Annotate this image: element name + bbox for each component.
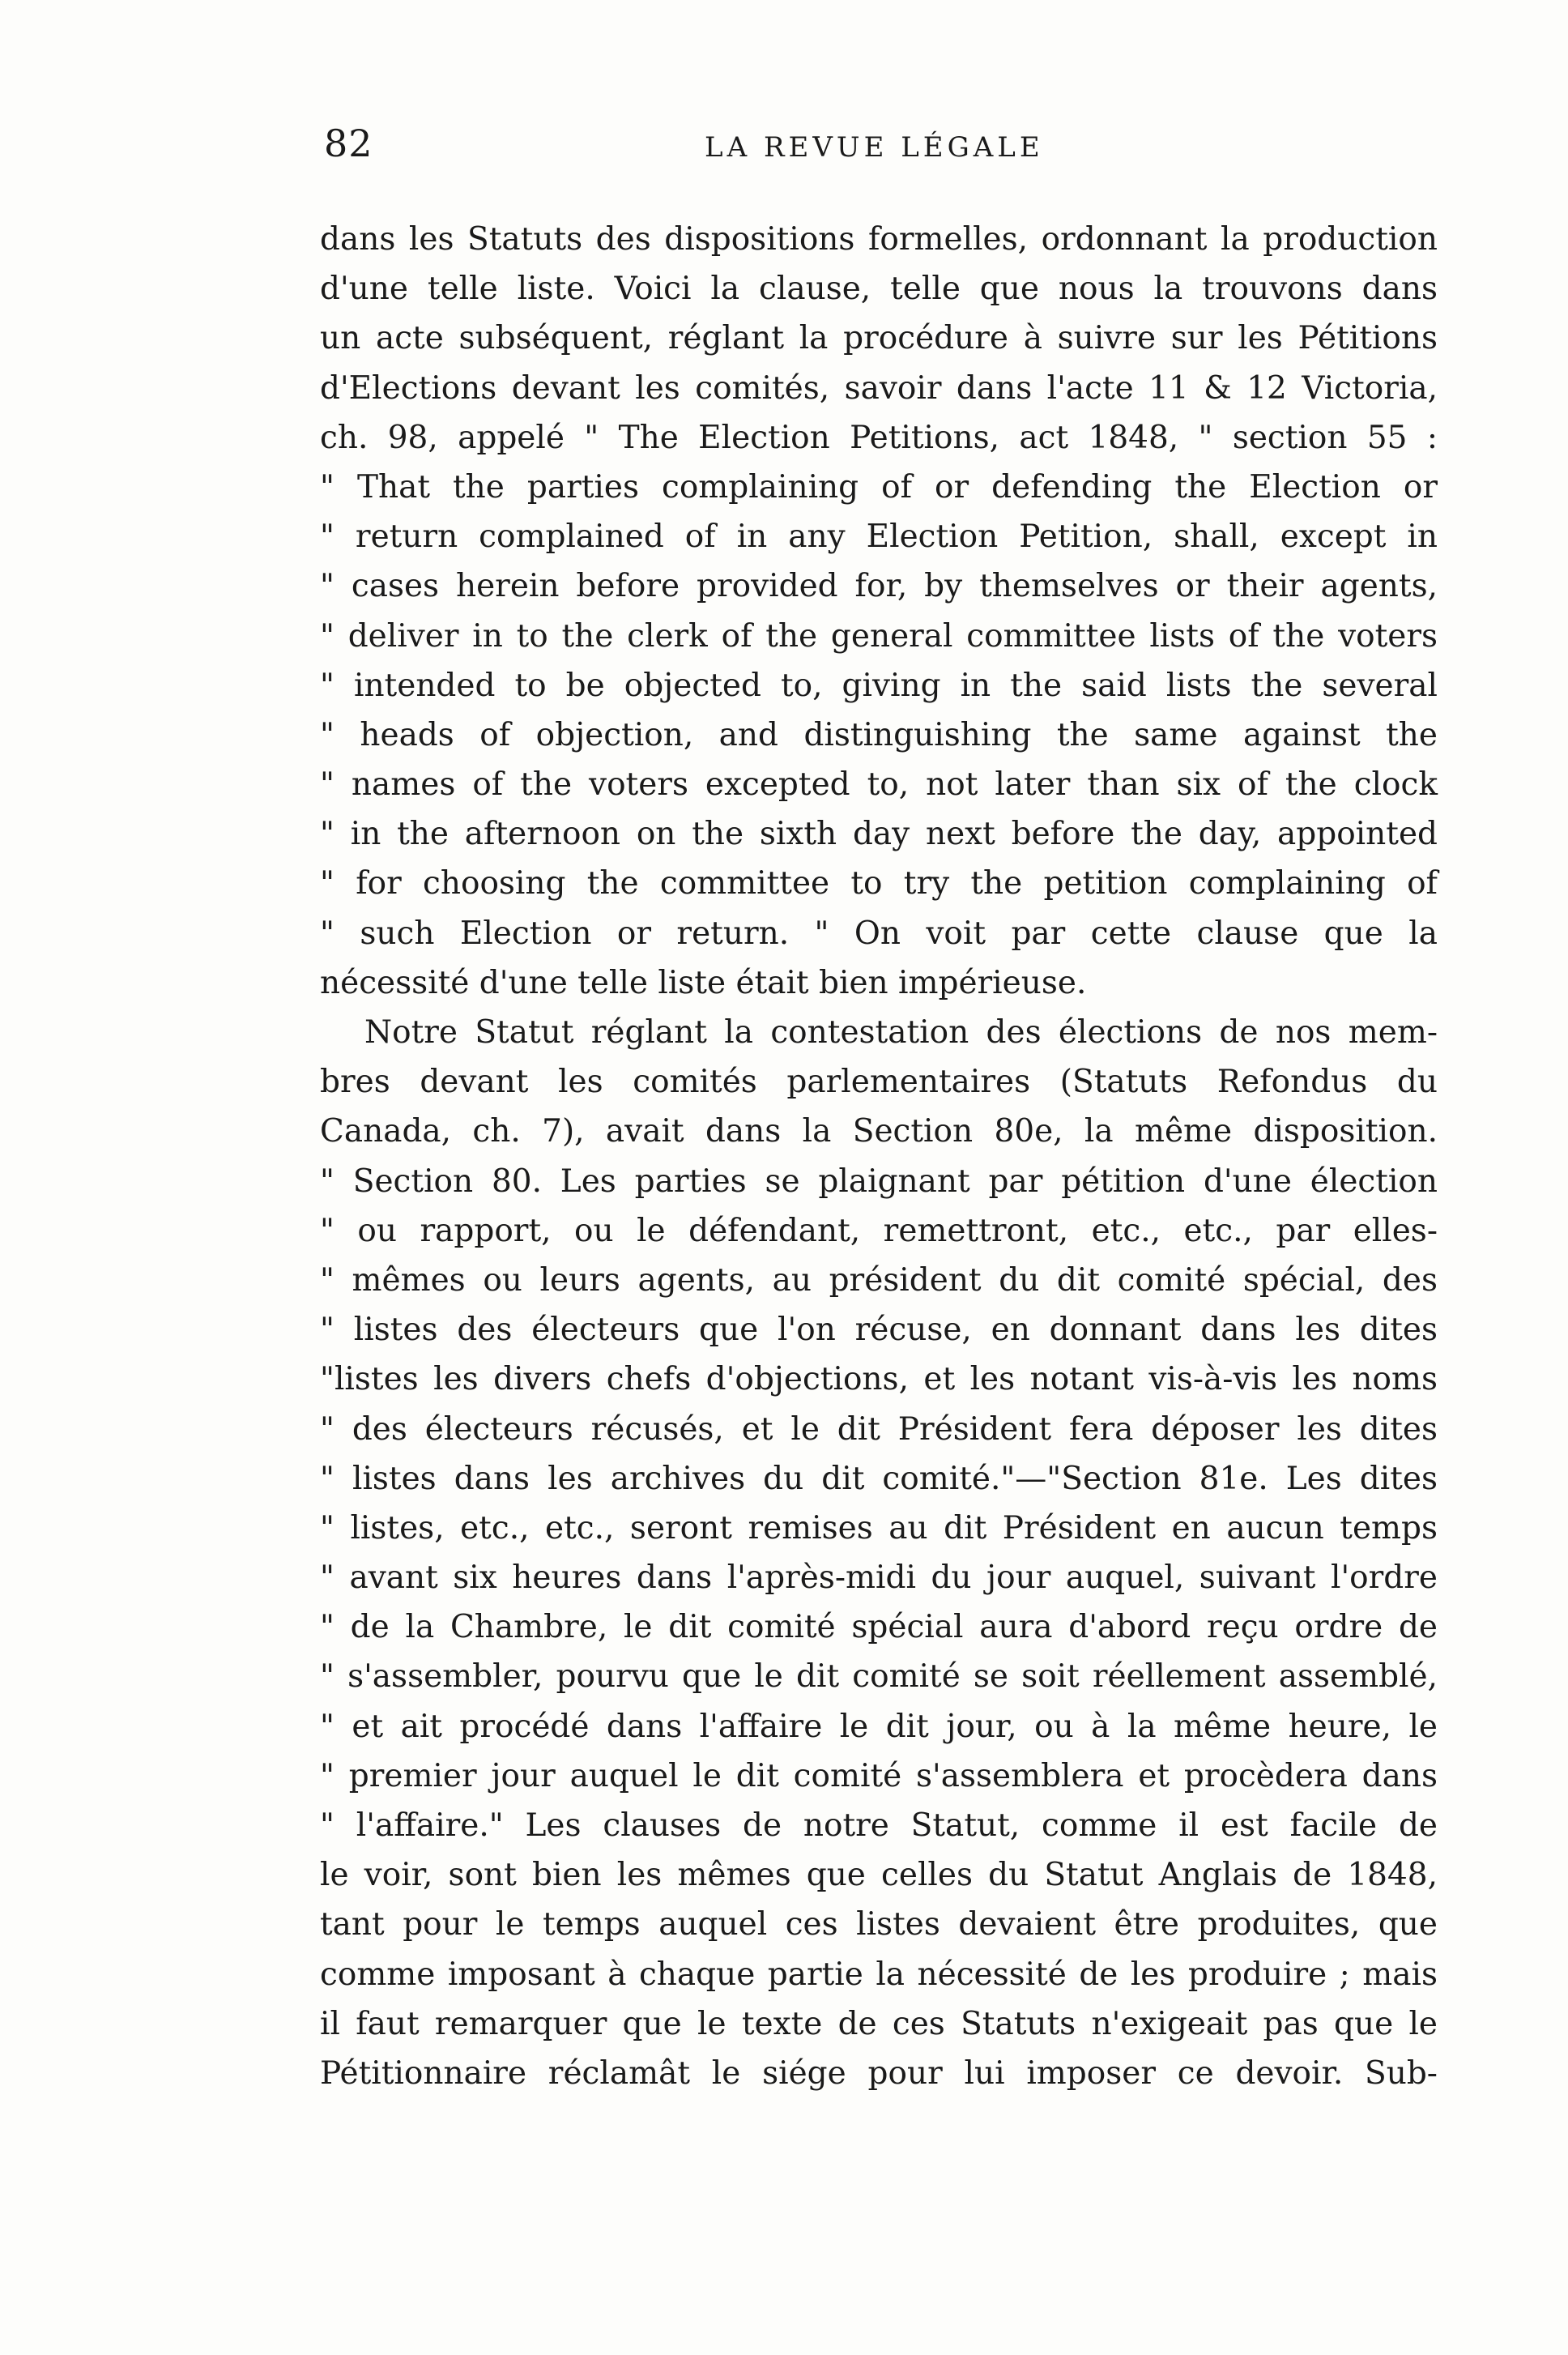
text-line: " heads of objection, and distinguishing the same against the <box>320 716 1438 753</box>
text-line: dans les Statuts des dispositions formelles, ordonnant la production <box>320 221 1438 258</box>
page-number: 82 <box>324 122 373 165</box>
text-line: " de la Chambre, le dit comité spécial aura d'abord reçu ordre de <box>320 1609 1438 1646</box>
text-line: " cases herein before provided for, by themselves or their agents, <box>320 568 1438 605</box>
text-line: " mêmes ou leurs agents, au président du dit comité spécial, des <box>320 1261 1438 1299</box>
text-line: " That the parties complaining of or defending the Election or <box>320 468 1438 506</box>
text-line: comme imposant à chaque partie la nécessité de les produire ; mais <box>320 1956 1438 1993</box>
text-line: " for choosing the committee to try the petition complaining of <box>320 865 1438 902</box>
text-line: bres devant les comités parlementaires (Statuts Refondus du <box>320 1064 1438 1101</box>
text-line: " return complained of in any Election Petition, shall, except in <box>320 518 1438 556</box>
text-line: " ou rapport, ou le défendant, remettront, etc., etc., par elles- <box>320 1212 1438 1249</box>
text-line: ch. 98, appelé " The Election Petitions, act 1848, " section 55 : <box>320 419 1438 456</box>
text-line: " names of the voters excepted to, not later than six of the clock <box>320 766 1438 804</box>
running-title: LA REVUE LÉGALE <box>705 131 1044 164</box>
text-line: Pétitionnaire réclamât le siége pour lui imposer ce devoir. Sub- <box>320 2054 1438 2092</box>
body-text <box>320 215 1438 2098</box>
text-line: tant pour le temps auquel ces listes devaient être produites, que <box>320 1906 1438 1943</box>
text-line: " intended to be objected to, giving in the said lists the several <box>320 667 1438 704</box>
paragraph-start-line: Notre Statut réglant la contestation des élections de nos mem- <box>364 1014 1438 1051</box>
text-line: " l'affaire." Les clauses de notre Statut, comme il est facile de <box>320 1807 1438 1844</box>
page-header <box>324 122 1442 178</box>
text-line: " s'assembler, pourvu que le dit comité se soit réellement assemblé, <box>320 1658 1438 1696</box>
text-line: un acte subséquent, réglant la procédure à suivre sur les Pétitions <box>320 320 1438 357</box>
text-line: " listes dans les archives du dit comité."—"Section 81e. Les dites <box>320 1460 1438 1497</box>
text-line: " avant six heures dans l'après-midi du jour auquel, suivant l'ordre <box>320 1559 1438 1597</box>
text-line: " listes des électeurs que l'on récuse, en donnant dans les dites <box>320 1312 1438 1349</box>
text-line: " premier jour auquel le dit comité s'assemblera et procèdera dans <box>320 1757 1438 1794</box>
text-line: " deliver in to the clerk of the general committee lists of the voters <box>320 617 1438 655</box>
text-line: d'une telle liste. Voici la clause, telle que nous la trouvons dans <box>320 271 1438 308</box>
text-line: d'Elections devant les comités, savoir dans l'acte 11 & 12 Victoria, <box>320 369 1438 407</box>
text-line: " listes, etc., etc., seront remises au dit Président en aucun temps <box>320 1509 1438 1547</box>
text-line: nécessité d'une telle liste était bien impérieuse. <box>320 964 1087 1001</box>
text-line: "listes les divers chefs d'objections, et les notant vis-à-vis les noms <box>320 1361 1438 1398</box>
text-line: " in the afternoon on the sixth day next before the day, appointed <box>320 816 1438 853</box>
text-line: " Section 80. Les parties se plaignant par pétition d'une élection <box>320 1163 1438 1200</box>
text-line: " des électeurs récusés, et le dit Président fera déposer les dites <box>320 1410 1438 1448</box>
text-line: " et ait procédé dans l'affaire le dit jour, ou à la même heure, le <box>320 1708 1438 1745</box>
text-line: Canada, ch. 7), avait dans la Section 80e, la même disposition. <box>320 1113 1438 1150</box>
text-line: il faut remarquer que le texte de ces Statuts n'exigeait pas que le <box>320 2005 1438 2042</box>
text-line: le voir, sont bien les mêmes que celles du Statut Anglais de 1848, <box>320 1857 1438 1894</box>
text-line: " such Election or return. " On voit par cette clause que la <box>320 915 1438 952</box>
